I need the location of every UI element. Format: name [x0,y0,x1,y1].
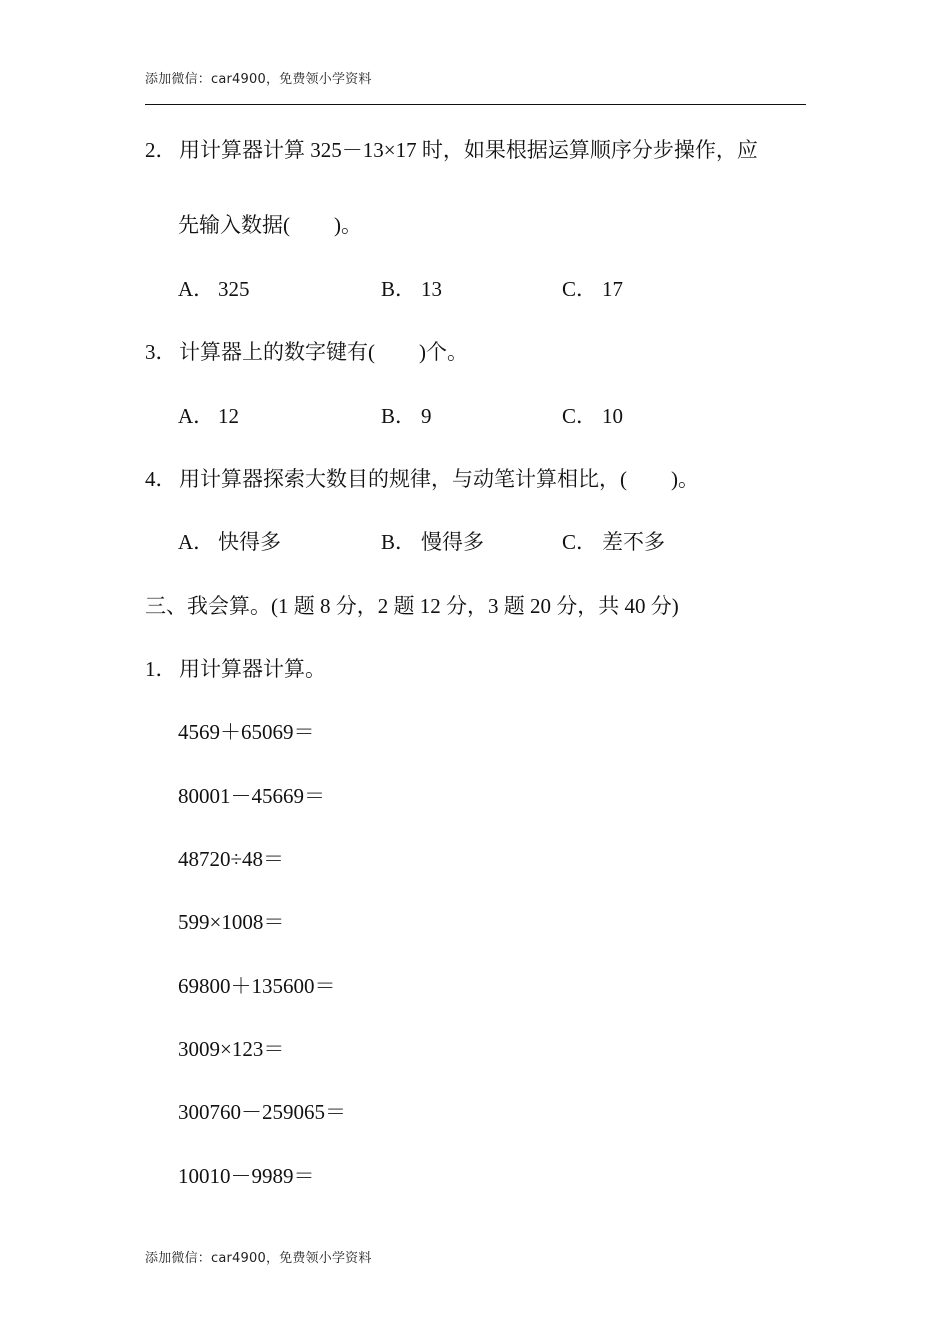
option-letter: C． [562,530,598,554]
question-2-number: 2． [145,138,177,162]
question-2-line-2 [178,212,362,238]
calculation-item: 69800＋135600＝ [178,974,336,998]
calculation-item: 10010－9989＝ [178,1164,315,1188]
calculation-item: 4569＋65069＝ [178,720,315,744]
question-3-number: 3． [145,340,177,364]
question-2-option-c[interactable] [562,276,623,302]
calculation-item: 48720÷48＝ [178,847,285,871]
question-2-option-a[interactable] [178,276,250,302]
option-text: 9 [421,404,432,428]
question-2-text-line1: 用计算器计算 325－13×17 时，如果根据运算顺序分步操作，应 [179,138,758,162]
option-letter: B． [381,277,417,301]
option-letter: B． [381,530,417,554]
question-3-text-before-blank: 计算器上的数字键有( [179,340,375,364]
calculation-item: 80001－45669＝ [178,784,325,808]
question-2-option-b[interactable] [381,276,442,302]
question-3-line [145,339,468,365]
question-3-option-a[interactable] [178,403,239,429]
section-3-title: 三、我会算。(1 题 8 分，2 题 12 分，3 题 20 分，共 40 分) [145,594,679,618]
question-3-option-c[interactable] [562,403,623,429]
calculation-item: 3009×123＝ [178,1037,285,1061]
question-4-text-before-blank: 用计算器探索大数目的规律，与动笔计算相比，( [179,467,627,491]
section-3-question-1-number: 1． [145,657,177,681]
footer-note: 添加微信：car4900，免费领小学资料 [145,1251,372,1266]
question-3-text-after-blank: )个。 [419,340,468,364]
header-note: 添加微信：car4900，免费领小学资料 [145,72,372,87]
question-4-option-c[interactable] [562,529,665,555]
option-text: 13 [421,277,442,301]
option-text: 快得多 [218,530,281,554]
question-3-option-b[interactable] [381,403,432,429]
header-divider [145,104,806,105]
option-text: 17 [602,277,623,301]
option-text: 325 [218,277,250,301]
option-text: 12 [218,404,239,428]
question-4-option-a[interactable] [178,529,281,555]
option-text: 10 [602,404,623,428]
calculation-item: 599×1008＝ [178,910,285,934]
option-text: 慢得多 [421,530,484,554]
option-letter: A． [178,404,215,428]
question-2-text-before-blank: 先输入数据( [178,213,290,237]
question-4-option-b[interactable] [381,529,484,555]
option-letter: C． [562,277,598,301]
option-text: 差不多 [602,530,665,554]
option-letter: B． [381,404,417,428]
question-4-text-after-blank: )。 [671,467,699,491]
option-letter: C． [562,404,598,428]
section-3-question-1-text: 用计算器计算。 [179,657,326,681]
question-4-number: 4． [145,467,177,491]
option-letter: A． [178,277,215,301]
calculation-item: 300760－259065＝ [178,1100,346,1124]
question-2-text-after-blank: )。 [334,213,362,237]
option-letter: A． [178,530,215,554]
question-4-line [145,466,699,492]
section-3-question-1 [145,656,326,682]
question-2-line-1 [145,137,758,163]
